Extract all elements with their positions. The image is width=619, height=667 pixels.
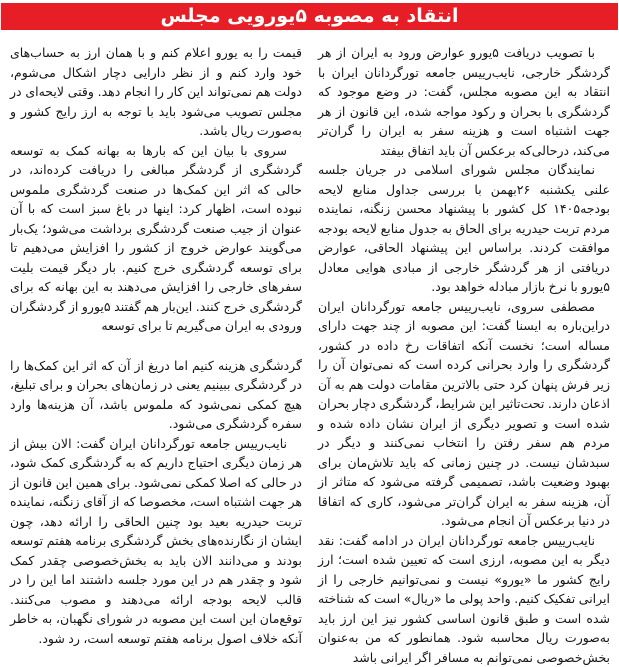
article-headline: انتقاد به مصوبه ۵یورویی مجلس (160, 5, 459, 27)
paragraph: نایب‌رییس جامعه تورگردانان ایران گفت: الان بیش از هر زمان دیگری احتیاج داریم که به گردشگری کمک شود، در حالی که اصلا کمکی نمی‌شود. برای همین این قانون از هر جهت اشتباه است، مخصوصا که از آقای زنگنه، نماینده تربت حیدریه بعید بود چنین الحاقی را ارائه دهد، چون ایشان از نگارنده‌های بخش گردشگری برنامه هفتم توسعه بودند و می‌دانند الان باید به بخش‌خصوصی چقدر کمک شود و چقدر هم در این مورد جلسه داشتند اما این را در قالب لایحه بودجه ارائه می‌دهند و مصوب می‌کنند. توقع‌مان این است این مصوبه در شورای نگهبان، به خاطر آنکه خلاف اصول برنامه هفتم توسعه است، رد شود. (10, 435, 302, 646)
paragraph: مصطفی سروی، نایب‌رییس جامعه تورگردانان ایران دراین‌باره به ایسنا گفت: این مصوبه از چند جهت دارای مساله است؛ نخست آنکه اتفاقات رخ داده در کشور، گردشگری را وارد بحرانی کرده است که نمی‌توان آن را زیر فرش پنهان کرد حتی بالاترین مقامات دولت هم به آن اذعان دارند. تحت‌تاثیر این شرایط، گردشگری دچار بحران شده است و تصویر دیگری از ایران نشان داده شده و مردم هم سفر رفتن را انتخاب نمی‌کنند و دیگر در سبدشان نیست. در چنین زمانی که باید تلاش‌مان برای بهبود وضعیت باشد، تصمیمی گرفته می‌شود که متاثر از آن، هزینه سفر به ایران گران‌تر می‌شود، کاری که اتفاقا در دنیا برعکس آن انجام می‌شود. (318, 298, 610, 528)
column-left (10, 43, 302, 667)
paragraph: نایب‌رییس جامعه تورگردانان ایران در ادامه گفت: نقد دیگر به این مصوبه، ارزی است که تعیین شده است؛ ارز رایج کشور ما «یورو» نیست و نمی‌توانیم خارجی را از ایرانی تفکیک کنیم. واحد پولی ما «ریال» است که شناخته شده است و طبق قانون اساسی کشور نیز این ارز باید به‌صورت ریال محاسبه شود. همانطور که من به‌عنوان بخش‌خصوصی نمی‌توانم به مسافر اگر ایرانی باشد (318, 532, 610, 665)
paragraph-continuation: گردشگری هزینه کنیم اما دریغ از آن که اثر این کمک‌ها را در گردشگری ببینیم یعنی در زمان‌های بحران و برای تبلیغ، هیچ کمکی نمی‌شود که ملموس باشد، آن هزینه‌ها وارد سفره گردشگری می‌شود. (10, 357, 302, 431)
column-right (318, 43, 610, 667)
paragraph-lead: با تصویب دریافت ۵یورو عوارض ورود به ایران از هر گردشگر خارجی، نایب‌رییس جامعه تورگردانان ایران با انتقاد به این مصوبه مجلس، گفت: در وضع موجود که گردشگری با بحران و رکود مواجه شده، این قانون از هر جهت اشتباه است و هزینه سفر به ایران را گران‌تر می‌کند، درحالی‌که برعکس آن باید اتفاق بیفتد (318, 45, 610, 158)
headline-banner (1, 3, 618, 30)
paragraph: سروی با بیان این که بارها به بهانه کمک به توسعه گردشگری از گردشگر مبالغی را دریافت کرده‌اند، در حالی که اثر این کمک‌ها در صنعت گردشگری ملموس نبوده است، اظهار کرد: اینها در باغ سبز است که با آن عنوان از جیب صنعت گردشگری برداشت می‌شود؛ یک‌بار می‌گویند عوارض خروج از کشور را افزایش می‌دهیم تا برای توسعه گردشگری خرج کنیم. بار دیگر قیمت بلیت سفرهای خارجی را افزایش می‌دهند به این بهانه که برای گردشگری خرج کنند. این‌بار هم گفتند ۵یورو از گردشگران ورودی به ایران می‌گیریم تا برای توسعه (10, 142, 302, 333)
paragraph-continuation: قیمت را به یورو اعلام کنم و با همان ارز به حساب‌های خود وارد کنم و از نظر دارایی دچار اشکال می‌شوم، دولت هم نمی‌تواند این کار را انجام دهد. وقتی لایحه‌ای در مجلس تصویب می‌شود باید با توجه به ارز رایج کشور و به‌صورت ریال باشد. (10, 45, 302, 138)
article-body (0, 30, 619, 667)
paragraph: نمایندگان مجلس شورای اسلامی در جریان جلسه علنی یکشنبه ۲۶بهمن با بررسی جداول منابع لایحه بودجه۱۴۰۵ کل کشور با پیشنهاد محسن زنگنه، نماینده مردم تربت حیدریه برای الحاق به جدول منابع لایحه بودجه موافقت کردند. براساس این پیشنهاد الحاقی، عوارض دریافتی از هر گردشگر خارجی از مبادی هوایی معادل ۵یورو با نرخ بازار مبادله خواهد بود. (318, 162, 610, 294)
